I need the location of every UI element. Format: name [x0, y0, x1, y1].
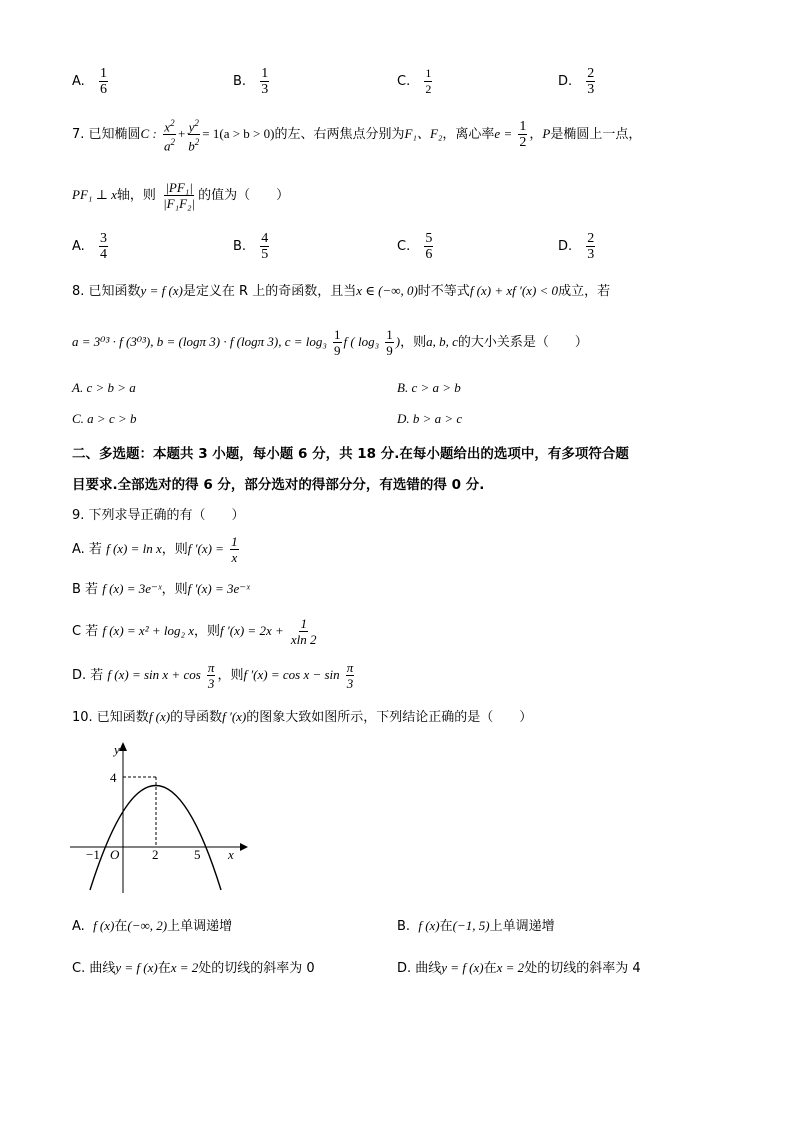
q10-option-a: A. f (x)在(−∞, 2)上单调递增: [72, 918, 233, 934]
q8-option-a: A. c > b > a: [72, 380, 136, 395]
q8-option-c: C. a > c > b: [72, 411, 137, 426]
q7-option-d: D. $\frac{2}{3}$: [558, 231, 595, 262]
q7-option-b: B. $\frac{4}{5}$: [233, 231, 269, 262]
q6-option-a: A. $\frac{1}{6}$: [72, 66, 107, 97]
q7-stem-line1: 7. 已知椭圆C : $\frac{x^2}{a^2}$ + $\frac{y^2}{b^2}$ = 1(a > b > 0)的左、右两焦点分别为F₁、F₂，离心率e = $\frac{1}{2}$ ，P是椭圆上一点，: [72, 117, 642, 154]
tick-label-4: 4: [110, 770, 117, 785]
q10-stem: 10. 已知函数f (x)的导函数f ′(x)的图象大致如图所示，下列结论正确的是（ ）: [72, 709, 533, 725]
q8-stem-line2: a = 3⁰³ · f (3⁰³), b = (logπ 3) · f (logπ 3), c = log₃ $\frac{1}{9}$ f ( log₃ $\frac{1}{9}$ )，则a, b, c的大小关系是（ ）: [72, 327, 588, 358]
q9-option-b: B 若 f (x) = 3e⁻ˣ，则f ′(x) = 3e⁻ˣ: [72, 581, 250, 597]
section-heading-line2: 目要求.全部选对的得 6 分，部分选对的得部分分，有选错的得 0 分.: [72, 477, 485, 493]
q10-option-d: D. 曲线y = f (x)在x = 2处的切线的斜率为 4: [397, 960, 641, 976]
origin-label: O: [110, 847, 120, 862]
tick-label-neg1: −1: [86, 847, 100, 862]
q10-option-b: B. f (x)在(−1, 5)上单调递增: [397, 918, 555, 934]
x-axis-label: x: [228, 847, 234, 862]
q9-option-a: A. 若 f (x) = ln x，则f ′(x) = $\frac{1}{x}$: [72, 534, 238, 565]
q7-option-a: A. $\frac{3}{4}$: [72, 231, 107, 262]
q9-option-c: C 若 f (x) = x² + log₂ x，则f ′(x) = 2x + $\frac{1}{xln 2}$: [72, 616, 317, 647]
section-heading-line1: 二、多选题：本题共 3 小题，每小题 6 分，共 18 分.在每小题给出的选项中，有多项符合题: [72, 446, 629, 462]
q7-option-c: C. $\frac{5}{6}$: [397, 231, 433, 262]
q10-option-c: C. 曲线y = f (x)在x = 2处的切线的斜率为 0: [72, 960, 315, 976]
derivative-graph: [70, 738, 250, 898]
y-axis-arrow: [119, 742, 127, 751]
tick-label-2: 2: [152, 847, 159, 862]
x-axis-arrow: [240, 843, 248, 851]
q9-option-d: D. 若 f (x) = sin x + cos $\frac{\pi}{3}$ ，则f ′(x) = cos x − sin $\frac{\pi}{3}$: [72, 660, 354, 691]
q6-option-d: D. $\frac{2}{3}$: [558, 66, 595, 97]
q8-option-b: B. c > a > b: [397, 380, 461, 395]
y-axis-label: y: [114, 742, 120, 757]
q7-stem-line2: PF₁ ⊥ x轴，则 $\frac{\text{|PF₁|}}{\text{|F₁F₂|}}$ 的值为（ ）: [72, 180, 290, 211]
q8-stem-line1: 8. 已知函数y = f (x)是定义在 R 上的奇函数，且当x ∈ (−∞, 0)时不等式f (x) + xf ′(x) < 0成立，若: [72, 283, 611, 299]
q9-stem: 9. 下列求导正确的有（ ）: [72, 508, 245, 523]
q6-option-c: C. $\frac{1}{2}$: [397, 66, 432, 96]
q6-option-b: B. $\frac{1}{3}$: [233, 66, 269, 97]
q8-option-d: D. b > a > c: [397, 411, 463, 426]
tick-label-5: 5: [194, 847, 201, 862]
